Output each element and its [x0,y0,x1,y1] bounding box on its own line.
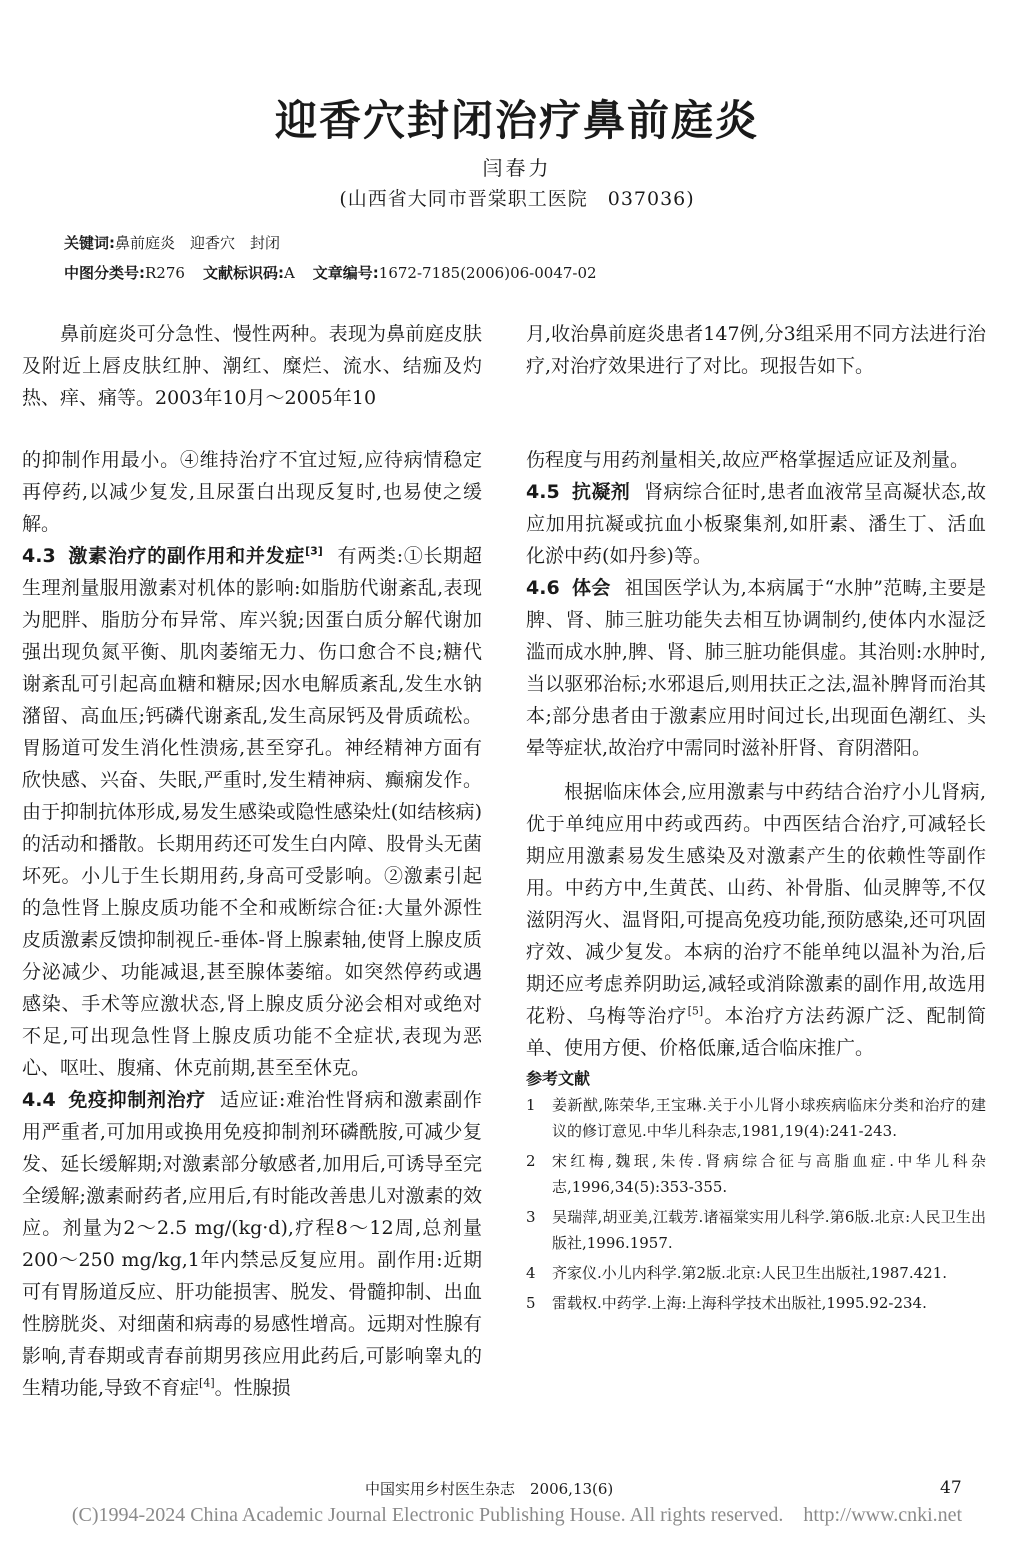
section-4-4-number: 4.4 [22,1089,56,1111]
reference-text: 吴瑞萍,胡亚美,江载芳.诸福棠实用儿科学.第6版.北京:人民卫生出版社,1996.1957. [552,1208,986,1252]
left-paragraph-continued: 的抑制作用最小。④维持治疗不宜过短,应待病情稳定再停药,以减少复发,且尿蛋白出现反复时,也易使之缓解。 [22,449,482,535]
reference-number: 2 [526,1152,536,1170]
reference-item [526,1092,986,1144]
section-4-5 [526,476,986,572]
copyright-notice: (C)1994-2024 China Academic Journal Electronic Publishing House. All rights reserved. http://www.cnki.net [71,1504,963,1526]
article-no-value: 1672-7185(2006)06-0047-02 [378,264,597,282]
references-heading: 参考文献 [526,1069,591,1088]
article-title: 迎香穴封闭治疗鼻前庭炎 [274,96,759,145]
reference-text: 雷载权.中药学.上海:上海科学技术出版社,1995.92-234. [552,1294,927,1312]
section-4-6-title: 体会 [571,577,611,599]
intro-right [526,318,986,382]
section-4-5-text: 肾病综合征时,患者血液常呈高凝状态,故应加用抗凝或抗血小板聚集剂,如肝素、潘生丁、活血化淤中药(如丹参)等。 [526,481,986,567]
page-number: 47 [940,1478,962,1498]
doc-code-value: A [283,264,295,282]
reference-text: 宋红梅,魏珉,朱传.肾病综合征与高脂血症.中华儿科杂志,1996,34(5):353-355. [552,1152,986,1196]
section-4-3-number: 4.3 [22,545,56,567]
intro-paragraph-left: 鼻前庭炎可分急性、慢性两种。表现为鼻前庭皮肤及附近上唇皮肤红肿、潮红、糜烂、流水、结痂及灼热、痒、痛等。2003年10月～2005年10 [22,323,482,409]
section-4-4-title: 免疫抑制剂治疗 [67,1089,206,1111]
citation-4: [4] [199,1376,215,1390]
reference-item [526,1148,986,1200]
keywords-line [64,232,280,253]
reference-item [526,1260,986,1286]
reference-number: 3 [526,1208,536,1226]
doc-code-label: 文献标识码: [202,264,284,282]
clc-value: R276 [145,264,185,282]
summary-paragraph [526,776,986,1064]
section-4-5-title: 抗凝剂 [571,481,631,503]
intro-left [22,318,482,414]
left-column [22,444,482,1404]
section-4-3-title: 激素治疗的副作用和并发症[3] [67,544,323,567]
author-name: 闫春力 [482,156,552,180]
author-affiliation: (山西省大同市晋棠职工医院 037036) [339,188,695,210]
section-4-4 [22,1084,482,1404]
section-4-3-text: 有两类:①长期超生理剂量服用激素对机体的影响:如脂肪代谢紊乱,表现为肥胖、脂肪分布异常、库兴貌;因蛋白质分解代谢加强出现负氮平衡、肌肉萎缩无力、伤口愈合不良;糖代谢紊乱可引起高血糖和糖尿;因水电解质紊乱,发生水钠潴留、高血压;钙磷代谢紊乱,发生高尿钙及骨质疏松。胃肠道可发生消化性溃疡,甚至穿孔。神经精神方面有欣快感、兴奋、失眠,严重时,发生精神病、癫痫发作。由于抑制抗体形成,易发生感染或隐性感染灶(如结核病)的活动和播散。长期用药还可发生白内障、股骨头无菌坏死。小儿于生长期用药,身高可受影响。②激素引起的急性肾上腺皮质功能不全和戒断综合征:大量外源性皮质激素反馈抑制视丘-垂体-肾上腺素轴,使肾上腺皮质分泌减少、功能减退,甚至腺体萎缩。如突然停药或遇感染、手术等应激状态,肾上腺皮质分泌会相对或绝对不足,可出现急性肾上腺皮质功能不全症状,表现为恶心、呕吐、腹痛、休克前期,甚至至休克。 [22,545,482,1079]
summary-text: 根据临床体会,应用激素与中药结合治疗小儿肾病,优于单纯应用中药或西药。中西医结合治疗,可减轻长期应用激素易发生感染及对激素产生的依赖性等副作用。中药方中,生黄芪、山药、补骨脂、仙灵脾等,不仅滋阴泻火、温肾阳,可提高免疫功能,预防感染,还可巩固疗效、减少复发。本病的治疗不能单纯以温补为治,后期还应考虑养阴助运,减轻或消除激素的副作用,故选用花粉、乌梅等治疗 [526,781,986,1027]
reference-text: 齐家仪.小儿内科学.第2版.北京:人民卫生出版社,1987.421. [552,1264,948,1282]
section-4-6-number: 4.6 [526,577,560,599]
section-4-4-text: 适应证:难治性肾病和激素副作用严重者,可加用或换用免疫抑制剂环磷酰胺,可减少复发、延长缓解期;对激素部分敏感者,加用后,可诱导至完全缓解;激素耐药者,应用后,有时能改善患儿对激素的效应。剂量为2～2.5 mg/(kg·d),疗程8～12周,总剂量200～250 mg/kg,1年内禁忌反复应用。副作用:近期可有胃肠道反应、肝功能损害、脱发、骨髓抑制、出血性膀胱炎、对细菌和病毒的易感性增高。远期对性腺有影响,青春期或青春前期男孩应用此药后,可影响睾丸的生精功能,导致不育症 [22,1089,482,1399]
section-4-6 [526,572,986,764]
article-no-label: 文章编号: [312,264,379,282]
reference-item [526,1290,986,1316]
section-4-5-number: 4.5 [526,481,560,503]
reference-number: 1 [526,1096,536,1114]
right-paragraph-continued: 伤程度与用药剂量相关,故应严格掌握适应证及剂量。 [526,449,970,471]
reference-number: 4 [526,1264,536,1282]
clc-label: 中图分类号: [64,264,145,282]
section-4-3 [22,540,482,1084]
footer-journal: 中国实用乡村医生杂志 2006,13(6) [365,1480,614,1498]
summary-text-end: 。本治疗方法药源广泛、配制简单、使用方便、价格低廉,适合临床推广。 [526,1005,986,1059]
reference-item [526,1204,986,1256]
reference-number: 5 [526,1294,536,1312]
citation-5: [5] [687,1004,704,1018]
classification-line [64,262,597,283]
right-column [526,444,986,1320]
keywords-label: 关键词: [64,234,115,252]
reference-text: 姜新猷,陈荣华,王宝琳.关于小儿肾小球疾病临床分类和治疗的建议的修订意见.中华儿科杂志,1981,19(4):241-243. [552,1096,986,1140]
citation-3: [3] [305,544,323,558]
section-4-4-text-end: 。性腺损 [214,1377,291,1399]
section-4-6-text: 祖国医学认为,本病属于“水肿”范畴,主要是脾、肾、肺三脏功能失去相互协调制约,使体内水湿泛滥而成水肿,脾、肾、肺三脏功能俱虚。其治则:水肿时,当以驱邪治标;水邪退后,则用扶正之法,温补脾肾而治其本;部分患者由于激素应用时间过长,出现面色潮红、头晕等症状,故治疗中需同时滋补肝肾、育阴潜阳。 [526,577,986,759]
intro-paragraph-right: 月,收治鼻前庭炎患者147例,分3组采用不同方法进行治疗,对治疗效果进行了对比。现报告如下。 [526,323,986,377]
references-list [526,1092,986,1316]
keywords-text: 鼻前庭炎 迎香穴 封闭 [115,234,281,252]
